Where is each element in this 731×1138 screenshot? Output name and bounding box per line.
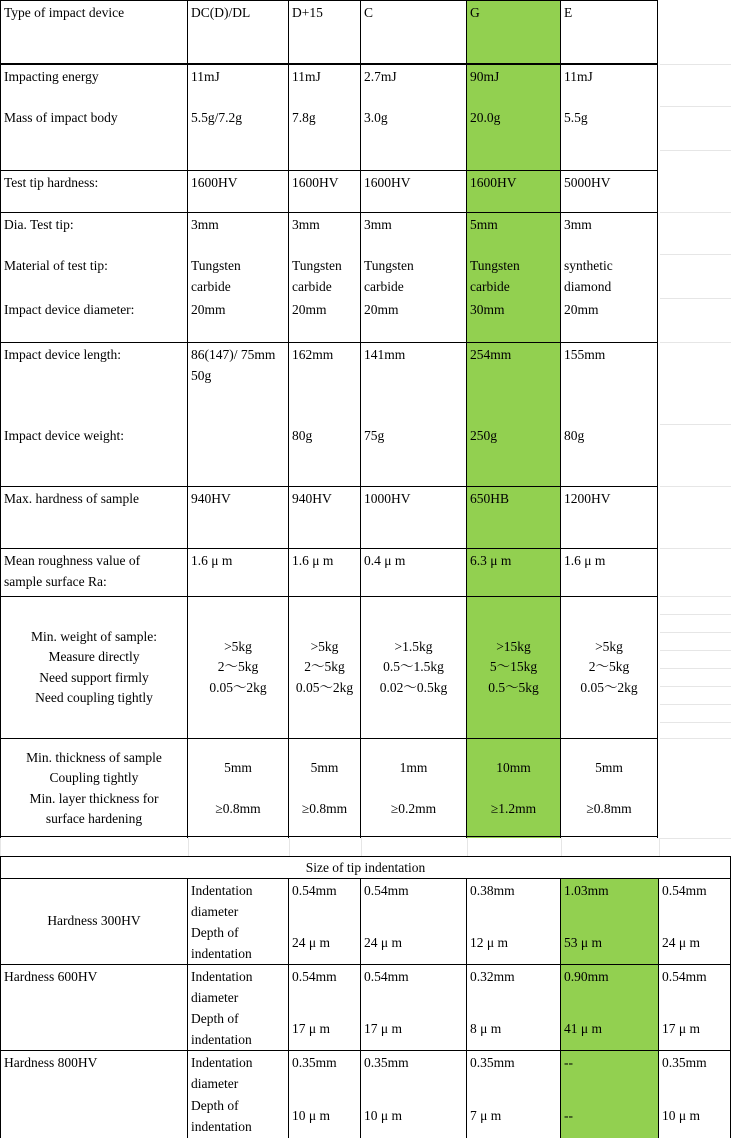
measure-value: 1.03mm — [560, 878, 658, 921]
row-label: Dia. Test tip: — [0, 212, 187, 254]
row-label: Mass of impact body — [0, 106, 187, 170]
measure-value: 12 μ m — [466, 921, 560, 964]
row-value — [560, 738, 658, 838]
row-value: 90mJ — [466, 64, 560, 106]
header-col-d-15: D+15 — [288, 0, 360, 64]
row-value: 1600HV — [466, 170, 560, 212]
row-value: 0.4 μ m — [360, 548, 466, 596]
row-label — [0, 738, 187, 838]
measure-value: 0.54mm — [360, 964, 466, 1007]
measure-label: Depth of indentation — [187, 1094, 288, 1138]
gridline — [659, 838, 660, 856]
gridline — [660, 64, 731, 65]
measure-value: 0.35mm — [658, 1050, 731, 1094]
row-value: 650HB — [466, 486, 560, 548]
row-value: 141mm — [360, 342, 466, 424]
row-value: 254mm — [466, 342, 560, 424]
header-col-dc-d-dl: DC(D)/DL — [187, 0, 288, 64]
row-value: 162mm — [288, 342, 360, 424]
row-value: 940HV — [288, 486, 360, 548]
row-value — [187, 738, 288, 838]
row-value: 80g — [560, 424, 658, 486]
row-value: 75g — [360, 424, 466, 486]
row-value: synthetic diamond — [560, 254, 658, 298]
measure-value: 10 μ m — [288, 1094, 360, 1138]
row-value: 11mJ — [187, 64, 288, 106]
measure-value: -- — [560, 1094, 658, 1138]
header-col-c: C — [360, 0, 466, 64]
measure-value: 17 μ m — [658, 1007, 731, 1050]
row-label — [0, 596, 187, 738]
row-value: Tungsten carbide — [360, 254, 466, 298]
row-value: 1000HV — [360, 486, 466, 548]
row-value — [187, 596, 288, 738]
row-value: 5mm — [466, 212, 560, 254]
gridline — [660, 342, 731, 343]
gridline — [467, 838, 468, 856]
group-label-2: Hardness 600HV — [0, 964, 187, 1050]
gridline — [361, 838, 362, 856]
measure-label: Indentation diameter — [187, 878, 288, 921]
row-value: 1.6 μ m — [560, 548, 658, 596]
row-label: Test tip hardness: — [0, 170, 187, 212]
gridline — [660, 686, 731, 687]
row-value: 86(147)/ 75mm 50g — [187, 342, 288, 424]
measure-value: 41 μ m — [560, 1007, 658, 1050]
header-type-of-device: Type of impact device — [0, 0, 187, 64]
row-value: 1200HV — [560, 486, 658, 548]
measure-value: 17 μ m — [288, 1007, 360, 1050]
row-value — [466, 738, 560, 838]
measure-value: 0.54mm — [288, 878, 360, 921]
row-value-text: 5mm ≥0.8mm — [301, 759, 348, 816]
measure-value: 24 μ m — [288, 921, 360, 964]
gridline — [660, 548, 731, 549]
measure-value: 8 μ m — [466, 1007, 560, 1050]
gridline — [188, 838, 189, 856]
row-value: Tungsten carbide — [466, 254, 560, 298]
row-value: 11mJ — [560, 64, 658, 106]
table1-bottom-border — [0, 836, 658, 837]
group-label-3: Hardness 800HV — [0, 1050, 187, 1138]
measure-label: Indentation diameter — [187, 1050, 288, 1094]
measure-value: 53 μ m — [560, 921, 658, 964]
row-value: 5.5g/7.2g — [187, 106, 288, 170]
row-label: Impact device length: — [0, 342, 187, 424]
row-value: 1.6 μ m — [288, 548, 360, 596]
measure-value: 0.35mm — [288, 1050, 360, 1094]
measure-value: 10 μ m — [658, 1094, 731, 1138]
row-value-text: >1.5kg 0.5～1.5kg 0.02～0.5kg — [379, 638, 448, 695]
row-value: 20mm — [360, 298, 466, 342]
row-value: 3mm — [560, 212, 658, 254]
row-value-text: >15kg 5～15kg 0.5～5kg — [488, 638, 539, 695]
gridline — [660, 668, 731, 669]
row-value: 1.6 μ m — [187, 548, 288, 596]
row-value: 940HV — [187, 486, 288, 548]
row-value-text: 5mm ≥0.8mm — [586, 759, 632, 816]
measure-value: 0.54mm — [288, 964, 360, 1007]
gridline-gap — [0, 838, 731, 856]
row-label-text: Min. thickness of sample Coupling tightly Min. layer thickness for surface hardening — [26, 749, 162, 826]
row-value: 3.0g — [360, 106, 466, 170]
row-value — [466, 596, 560, 738]
measure-value: 0.90mm — [560, 964, 658, 1007]
row-label: Impacting energy — [0, 64, 187, 106]
row-value: 6.3 μ m — [466, 548, 560, 596]
measure-value: 17 μ m — [360, 1007, 466, 1050]
row-label: Impact device weight: — [0, 424, 187, 486]
row-value: 11mJ — [288, 64, 360, 106]
row-value: 5000HV — [560, 170, 658, 212]
row-value — [360, 596, 466, 738]
row-value-text: 1mm ≥0.2mm — [390, 759, 437, 816]
row-value: 30mm — [466, 298, 560, 342]
gridline — [660, 254, 731, 255]
row-value: 20mm — [187, 298, 288, 342]
row-value: 20.0g — [466, 106, 560, 170]
row-value: 1600HV — [288, 170, 360, 212]
gridline — [660, 722, 731, 723]
gridline — [289, 838, 290, 856]
measure-value: -- — [560, 1050, 658, 1094]
gridline — [660, 738, 731, 739]
row-value: Tungsten carbide — [187, 254, 288, 298]
gridline — [660, 212, 731, 213]
measure-value: 0.54mm — [658, 878, 731, 921]
row-value: 250g — [466, 424, 560, 486]
row-value: 1600HV — [187, 170, 288, 212]
row-value-text: >5kg 2～5kg 0.05～2kg — [295, 638, 354, 695]
row-value: 7.8g — [288, 106, 360, 170]
measure-label: Depth of indentation — [187, 921, 288, 964]
row-value: 5.5g — [560, 106, 658, 170]
gridline — [660, 632, 731, 633]
measure-value: 10 μ m — [360, 1094, 466, 1138]
gridline — [660, 650, 731, 651]
header-col-g: G — [466, 0, 560, 64]
row-value — [560, 596, 658, 738]
row-value: 1600HV — [360, 170, 466, 212]
row-value — [288, 596, 360, 738]
measure-value: 0.54mm — [360, 878, 466, 921]
row-value-text: 10mm ≥1.2mm — [490, 759, 537, 816]
group-label-1: Hardness 300HV — [0, 878, 187, 964]
row-value: 3mm — [360, 212, 466, 254]
row-value: 20mm — [560, 298, 658, 342]
gridline — [660, 150, 731, 151]
gridline — [561, 838, 562, 856]
measure-label: Indentation diameter — [187, 964, 288, 1007]
row-label: Max. hardness of sample — [0, 486, 187, 548]
row-value-text: 5mm ≥0.8mm — [215, 759, 261, 816]
measure-value: 7 μ m — [466, 1094, 560, 1138]
gridline — [660, 106, 731, 107]
measure-value: 24 μ m — [658, 921, 731, 964]
header-col-e: E — [560, 0, 658, 64]
gridline — [660, 614, 731, 615]
row-value: 155mm — [560, 342, 658, 424]
row-label-text: Min. weight of sample: Measure directly Need support firmly Need coupling tightly — [31, 628, 157, 705]
row-value-text: >5kg 2～5kg 0.05～2kg — [580, 638, 638, 695]
indentation-title: Size of tip indentation — [0, 856, 731, 878]
measure-value: 0.32mm — [466, 964, 560, 1007]
measure-label: Depth of indentation — [187, 1007, 288, 1050]
row-label: Impact device diameter: — [0, 298, 187, 342]
row-value: 2.7mJ — [360, 64, 466, 106]
row-value: 20mm — [288, 298, 360, 342]
row-label: Material of test tip: — [0, 254, 187, 298]
row-value: 3mm — [288, 212, 360, 254]
row-value-text: >5kg 2～5kg 0.05～2kg — [209, 638, 267, 695]
measure-value: 0.38mm — [466, 878, 560, 921]
gridline — [660, 596, 731, 597]
gridline — [660, 424, 731, 425]
row-value — [360, 738, 466, 838]
row-value: Tungsten carbide — [288, 254, 360, 298]
gridline — [660, 704, 731, 705]
row-value: 80g — [288, 424, 360, 486]
measure-value: 0.54mm — [658, 964, 731, 1007]
row-value — [187, 424, 288, 486]
measure-value: 0.35mm — [466, 1050, 560, 1094]
gridline — [660, 486, 731, 487]
row-value — [288, 738, 360, 838]
row-value: 3mm — [187, 212, 288, 254]
measure-value: 24 μ m — [360, 921, 466, 964]
gridline — [660, 298, 731, 299]
measure-value: 0.35mm — [360, 1050, 466, 1094]
row-label: Mean roughness value of sample surface Ra: — [0, 548, 187, 596]
